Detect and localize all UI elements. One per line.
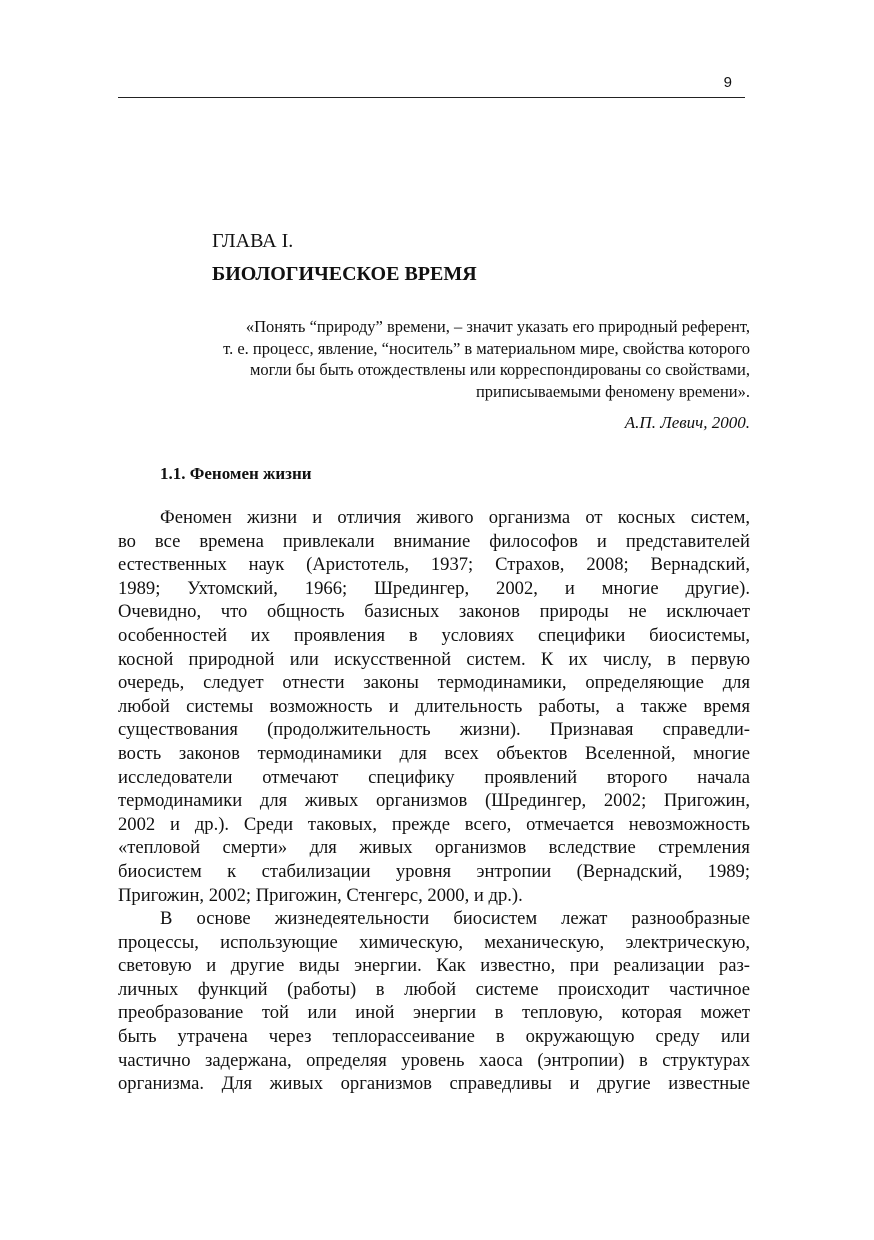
chapter-title: БИОЛОГИЧЕСКОЕ ВРЕМЯ: [212, 263, 477, 285]
text-line: во все времена привлекали внимание философов и представителей: [118, 530, 750, 552]
text-line: быть утрачена через теплорассеивание в окружающую среду или: [118, 1026, 750, 1048]
text-line: «тепловой смерти» для живых организмов вследствие стремления: [118, 837, 750, 859]
text-line: 1989; Ухтомский, 1966; Шредингер, 2002, и многие другие).: [118, 577, 750, 599]
text-line: преобразование той или иной энергии в тепловую, которая может: [118, 1002, 750, 1024]
text-line: биосистем к стабилизации уровня энтропии (Вернадский, 1989;: [118, 860, 750, 882]
epigraph: [118, 316, 750, 402]
text-line: любой системы возможность и длительность работы, а также время: [118, 695, 750, 717]
text-line: процессы, использующие химическую, механическую, электрическую,: [118, 931, 750, 953]
text-line: Феномен жизни и отличия живого организма от косных систем,: [160, 507, 750, 528]
text-line: естественных наук (Аристотель, 1937; Страхов, 2008; Вернадский,: [118, 554, 750, 576]
paragraph-1: [118, 506, 750, 907]
epigraph-author: А.П. Левич, 2000.: [624, 413, 750, 432]
text-line: исследователи отмечают специфику проявлений второго начала: [118, 766, 750, 788]
epigraph-line: могли бы быть отождествлены или корреспондированы со свойствами,: [249, 360, 750, 379]
text-line: световую и другие виды энергии. Как известно, при реализации раз-: [118, 955, 750, 977]
text-line: Пригожин, 2002; Пригожин, Стенгерс, 2000, и др.).: [118, 884, 523, 906]
header-rule: [118, 97, 745, 98]
epigraph-line: «Понять “природу” времени, – значит указать его природный референт,: [245, 317, 750, 336]
section-heading: 1.1. Феномен жизни: [160, 464, 312, 483]
page-number: 9: [723, 74, 732, 91]
body-text: [118, 506, 750, 1096]
paragraph-2: [118, 907, 750, 1096]
text-line: очередь, следует отнести законы термодинамики, определяющие для: [118, 672, 750, 694]
text-line: личных функций (работы) в любой системе происходит частичное: [118, 978, 750, 1000]
epigraph-line: т. е. процесс, явление, “носитель” в материальном мире, свойства которого: [223, 338, 750, 358]
text-line: существования (продолжительность жизни). Признавая справедли-: [118, 719, 750, 741]
chapter-label: ГЛАВА I.: [212, 230, 294, 252]
epigraph-line: приписываемыми феномену времени».: [475, 381, 750, 401]
text-line: В основе жизнедеятельности биосистем лежат разнообразные: [160, 908, 750, 930]
text-line: организма. Для живых организмов справедливы и другие известные: [118, 1073, 750, 1095]
text-line: частично задержана, определяя уровень хаоса (энтропии) в структурах: [118, 1049, 750, 1071]
text-line: вость законов термодинамики для всех объектов Вселенной, многие: [118, 742, 750, 764]
text-line: Очевидно, что общность базисных законов природы не исключает: [118, 601, 750, 623]
text-line: 2002 и др.). Среди таковых, прежде всего, отмечается невозможность: [118, 813, 750, 835]
text-line: термодинамики для живых организмов (Шредингер, 2002; Пригожин,: [118, 790, 750, 812]
text-line: косной природной или искусственной систем. К их числу, в первую: [118, 648, 750, 670]
text-line: особенностей их проявления в условиях специфики биосистемы,: [118, 624, 750, 646]
